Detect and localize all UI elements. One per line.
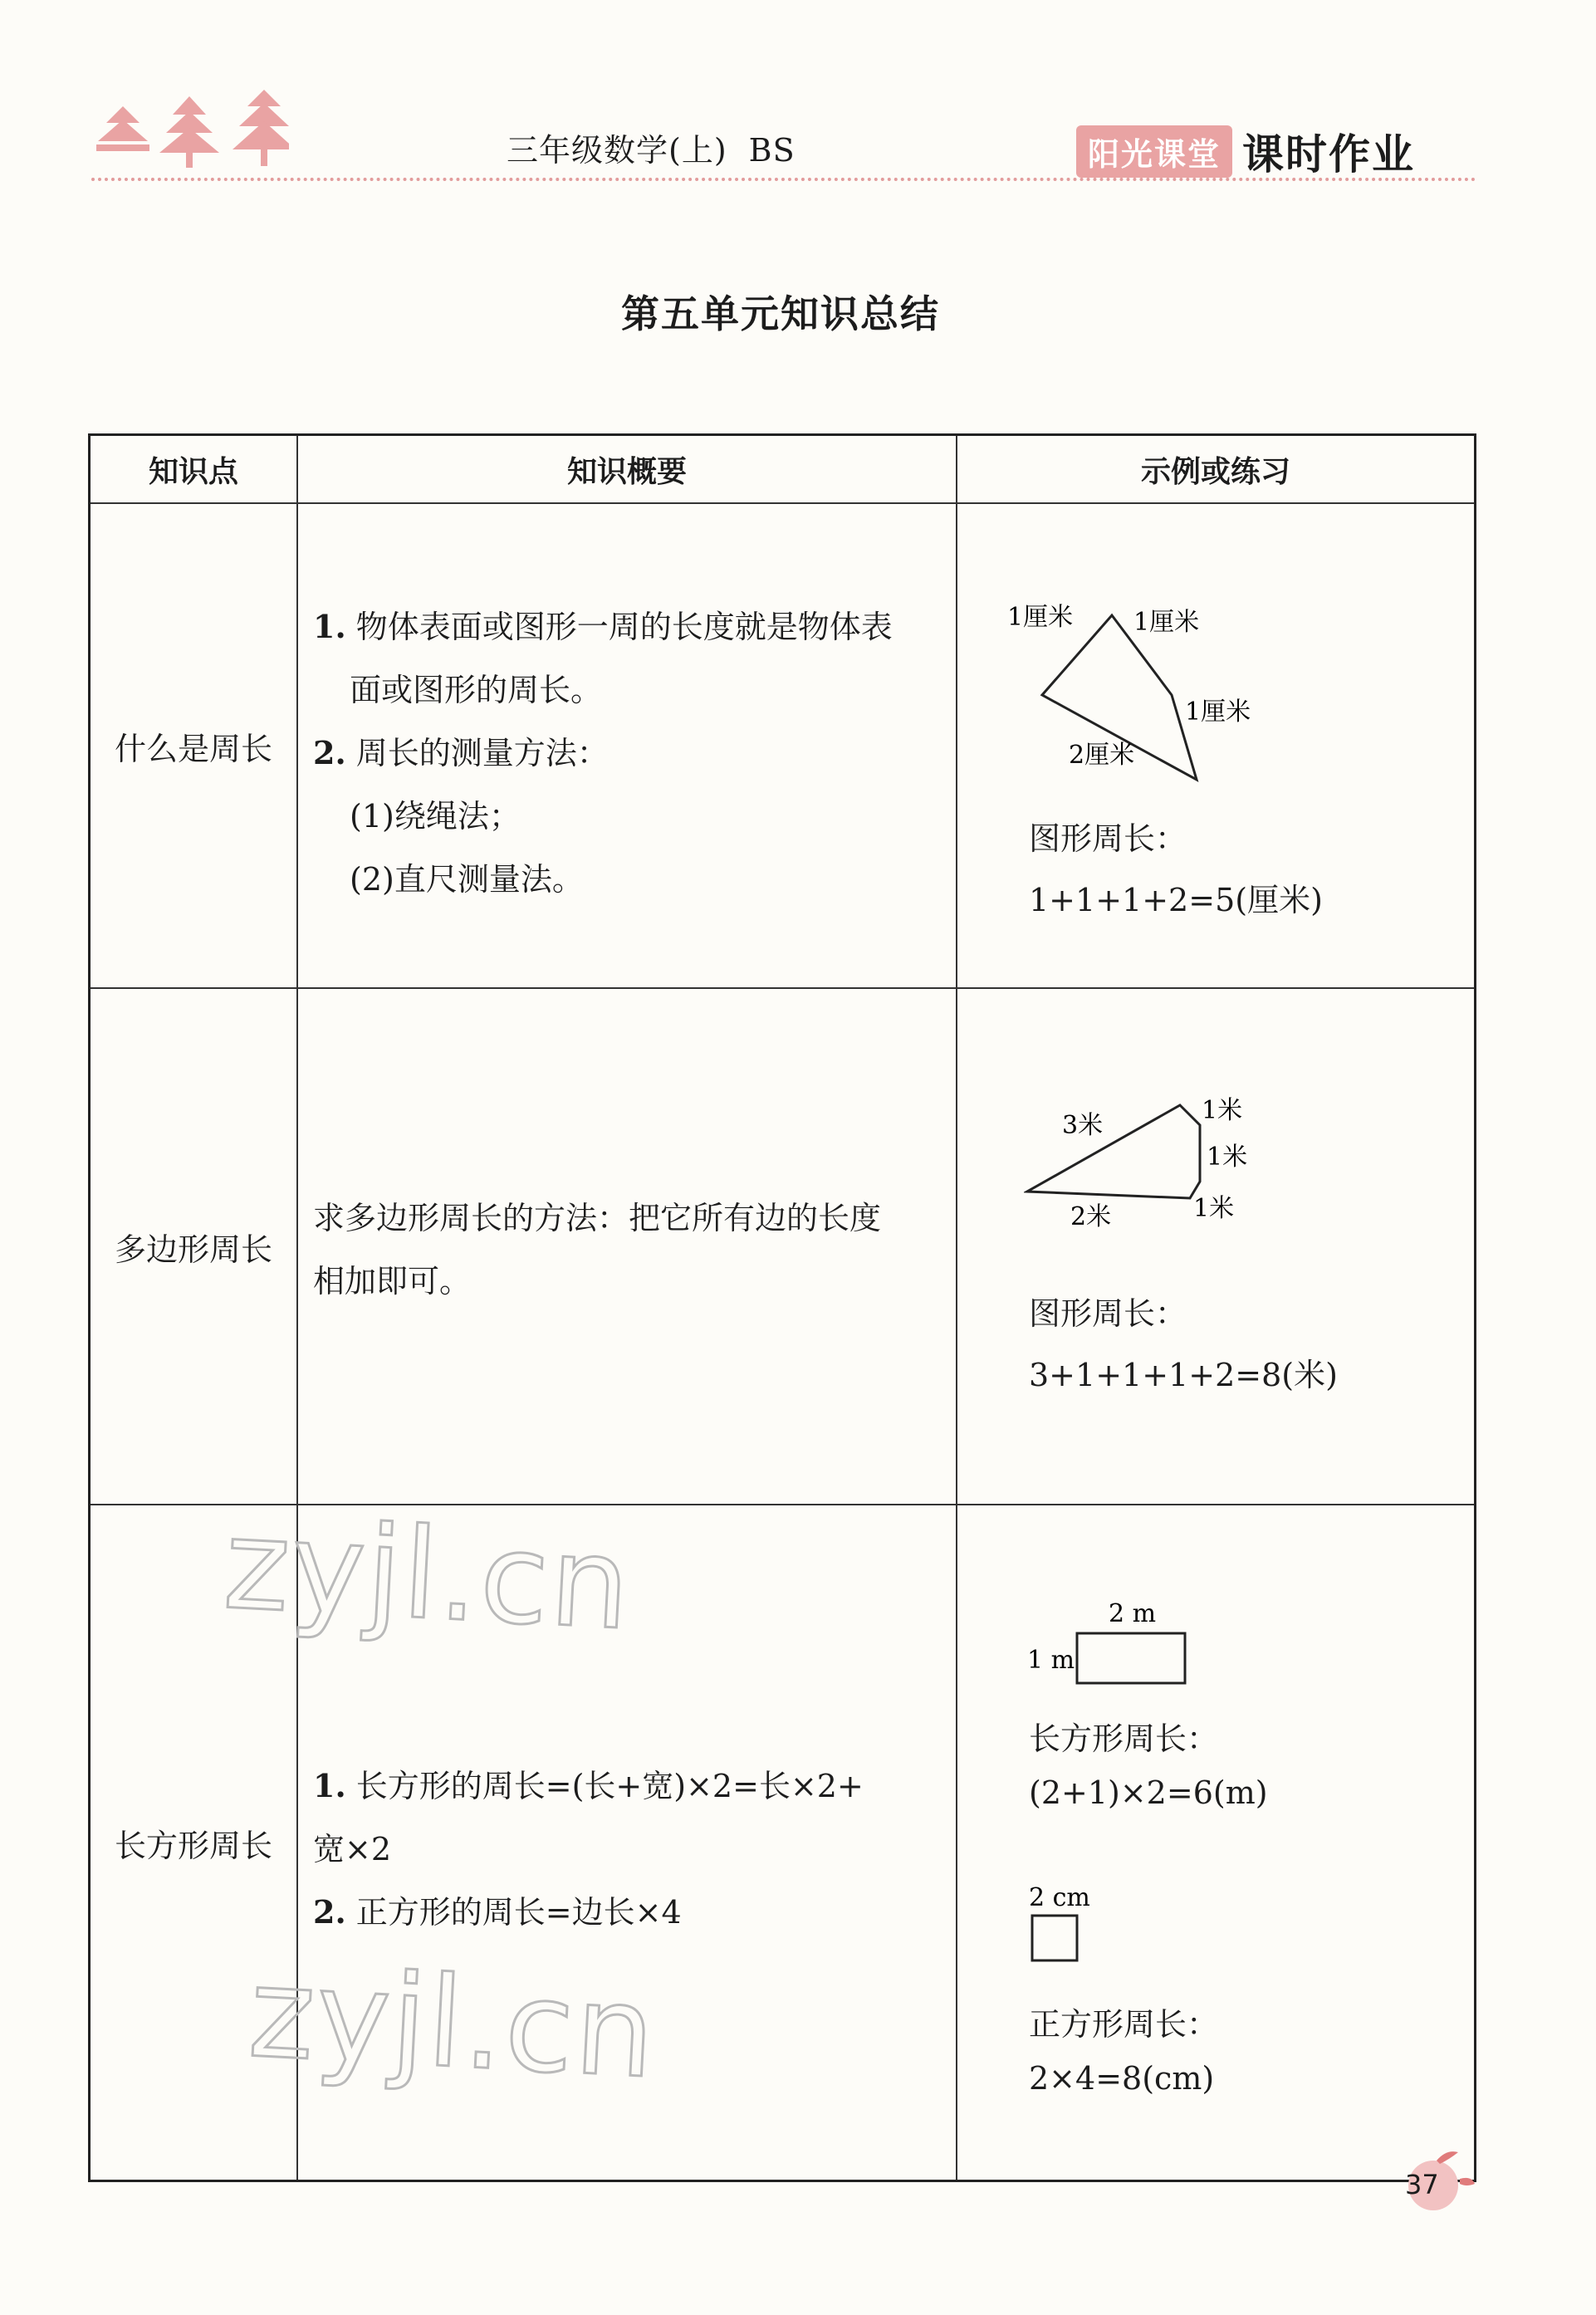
polygon-shape bbox=[1027, 1105, 1200, 1198]
side-label: 1厘米 bbox=[1133, 608, 1200, 637]
topic-cell: 多边形周长 bbox=[91, 989, 298, 1504]
summary-line: 面或图形的周长。 bbox=[350, 672, 603, 708]
item-number: 1. bbox=[313, 1767, 346, 1804]
rect-caption: 长方形周长： bbox=[1029, 1720, 1219, 1757]
summary-text: 正方形的周长=边长×4 bbox=[355, 1894, 682, 1931]
example-caption: 图形周长： bbox=[1029, 820, 1187, 857]
brand-main: 课时作业 bbox=[1242, 130, 1416, 179]
header-summary: 知识概要 bbox=[298, 436, 957, 502]
summary-line bbox=[313, 722, 944, 785]
page-number: 37 bbox=[1405, 2169, 1439, 2200]
side-label: 1米 bbox=[1202, 1096, 1243, 1125]
example-formula: 3+1+1+1+2=8(米) bbox=[1029, 1357, 1338, 1393]
square-caption: 正方形周长： bbox=[1029, 2006, 1219, 2043]
side-label: 2厘米 bbox=[1069, 741, 1135, 770]
square-diagram bbox=[1027, 1876, 1127, 1967]
item-number: 2. bbox=[313, 734, 346, 771]
book-title bbox=[507, 125, 796, 170]
topic-cell: 什么是周长 bbox=[91, 504, 298, 987]
edition-label: BS bbox=[748, 132, 796, 169]
example-cell bbox=[957, 989, 1474, 1504]
brand bbox=[1076, 121, 1415, 181]
summary-line: (1)绕绳法； bbox=[350, 798, 521, 834]
table-row bbox=[91, 504, 1474, 989]
example-formula: 1+1+1+2=5(厘米) bbox=[1029, 882, 1323, 918]
quadrilateral-diagram bbox=[1007, 587, 1281, 786]
summary-line: 宽×2 bbox=[313, 1831, 392, 1867]
summary-line bbox=[313, 1881, 944, 1944]
table-row bbox=[91, 1505, 1474, 2180]
rect-side-label: 1 m bbox=[1027, 1646, 1075, 1675]
header-topic: 知识点 bbox=[91, 436, 298, 502]
example-caption: 图形周长： bbox=[1029, 1295, 1187, 1332]
rect-top-label: 2 m bbox=[1109, 1599, 1157, 1628]
summary-line: 相加即可。 bbox=[313, 1263, 472, 1299]
square-label: 2 cm bbox=[1029, 1883, 1090, 1912]
watermark-text: zyjl.cn bbox=[245, 1941, 660, 2107]
item-number: 1. bbox=[313, 608, 346, 645]
summary-text: 周长的测量方法： bbox=[355, 735, 609, 771]
watermark-text: zyjl.cn bbox=[220, 1492, 635, 1658]
table-row bbox=[91, 989, 1474, 1505]
summary-line: 求多边形周长的方法：把它所有边的长度 bbox=[313, 1200, 882, 1236]
summary-cell bbox=[298, 989, 957, 1504]
example-cell bbox=[957, 504, 1474, 987]
square-formula: 2×4=8(cm) bbox=[1029, 2060, 1215, 2097]
table-header-row bbox=[91, 436, 1474, 504]
topic-cell: 长方形周长 bbox=[91, 1505, 298, 2180]
example-cell bbox=[957, 1505, 1474, 2180]
rectangle-shape bbox=[1077, 1633, 1185, 1683]
knowledge-table bbox=[88, 433, 1476, 2182]
summary-cell bbox=[298, 504, 957, 987]
summary-text: 物体表面或图形一周的长度就是物体表 bbox=[355, 609, 893, 645]
rect-formula: (2+1)×2=6(m) bbox=[1029, 1774, 1268, 1811]
summary-line bbox=[313, 1755, 944, 1818]
brand-box: 阳光课堂 bbox=[1076, 125, 1232, 178]
side-label: 2米 bbox=[1070, 1202, 1112, 1231]
summary-cell bbox=[298, 1505, 957, 2180]
side-label: 1厘米 bbox=[1007, 603, 1074, 632]
header-divider bbox=[91, 178, 1476, 181]
side-label: 1米 bbox=[1193, 1194, 1235, 1223]
summary-text: 长方形的周长=(长+宽)×2=长×2+ bbox=[355, 1768, 864, 1804]
header-example: 示例或练习 bbox=[1140, 454, 1290, 489]
book-title-text: 三年级数学(上) bbox=[507, 132, 727, 169]
side-label: 1米 bbox=[1207, 1143, 1248, 1172]
side-label: 3米 bbox=[1062, 1111, 1104, 1140]
item-number: 2. bbox=[313, 1893, 346, 1931]
square-shape bbox=[1032, 1916, 1077, 1960]
tree-decoration-icon bbox=[90, 90, 289, 173]
page-title: 第五单元知识总结 bbox=[621, 291, 940, 336]
summary-line: (2)直尺测量法。 bbox=[350, 861, 584, 898]
rectangle-diagram bbox=[1024, 1588, 1207, 1688]
polygon-diagram bbox=[1024, 1089, 1290, 1255]
side-label: 1厘米 bbox=[1185, 697, 1251, 727]
summary-line bbox=[313, 595, 944, 658]
page-header bbox=[0, 0, 1596, 191]
